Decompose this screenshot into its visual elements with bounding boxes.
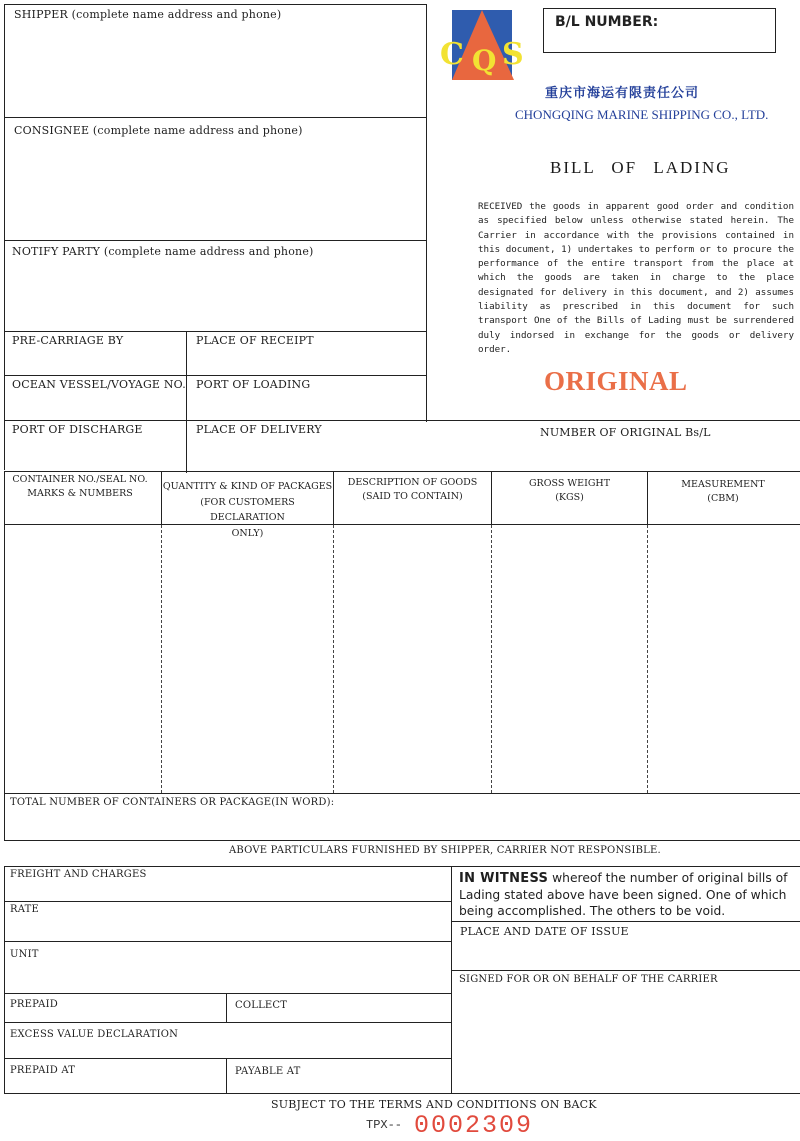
- col-header-measurement: MEASUREMENT (CBM): [681, 479, 765, 504]
- excess-value-label: EXCESS VALUE DECLARATION: [10, 1029, 179, 1040]
- place-date-issue-field[interactable]: [452, 922, 799, 970]
- in-witness-text: whereof the number of original bills of Lading stated above have been signed. One of which being accomplished. The others to be void.: [459, 871, 788, 918]
- payable-at-field[interactable]: [227, 1059, 450, 1092]
- col-header-quantity: QUANTITY & KIND OF PACKAGES (FOR CUSTOMERS DECLARATION ONLY): [162, 481, 333, 539]
- cargo-cell-description[interactable]: [335, 526, 490, 792]
- col-header-container: CONTAINER NO./SEAL NO. MARKS & NUMBERS: [12, 474, 148, 499]
- original-stamp: ORIGINAL: [544, 366, 688, 396]
- divider: [4, 1093, 800, 1094]
- company-name-chinese: 重庆市海运有限责任公司: [545, 86, 700, 101]
- place-of-delivery-field[interactable]: [187, 421, 426, 471]
- divider: [161, 525, 162, 793]
- carrier-signature-field[interactable]: [452, 971, 799, 1092]
- notify-party-box[interactable]: [4, 241, 426, 331]
- col-header-description: DESCRIPTION OF GOODS (SAID TO CONTAIN): [347, 477, 478, 502]
- divider: [333, 525, 334, 793]
- document-title: BILL OF LADING: [550, 158, 731, 177]
- logo-letter-s: S: [502, 37, 524, 72]
- cargo-cell-quantity[interactable]: [163, 526, 332, 792]
- divider: [491, 525, 492, 793]
- pre-carriage-field[interactable]: [5, 332, 185, 374]
- freight-charges-label: FREIGHT AND CHARGES: [10, 869, 147, 880]
- col-header-gross-weight: GROSS WEIGHT (KGS): [528, 478, 611, 503]
- divider: [4, 471, 800, 472]
- port-of-loading-field[interactable]: [187, 376, 426, 419]
- place-of-delivery-label: PLACE OF DELIVERY: [196, 423, 322, 436]
- divider: [4, 840, 800, 841]
- shipper-label: SHIPPER (complete name address and phone): [14, 8, 282, 21]
- above-particulars-note: ABOVE PARTICULARS FURNISHED BY SHIPPER, CARRIER NOT RESPONSIBLE.: [229, 845, 661, 856]
- logo-letter-q: Q: [472, 44, 497, 77]
- port-of-loading-label: PORT OF LOADING: [196, 378, 311, 391]
- divider: [647, 525, 648, 793]
- company-name-english: CHONGQING MARINE SHIPPING CO., LTD.: [515, 107, 769, 122]
- vessel-voyage-label: OCEAN VESSEL/VOYAGE NO.: [12, 378, 186, 391]
- bl-number-label: B/L NUMBER:: [555, 14, 659, 30]
- freight-charges-field[interactable]: [5, 867, 450, 900]
- prepaid-at-field[interactable]: [5, 1059, 225, 1092]
- total-packages-field[interactable]: [5, 794, 799, 840]
- number-of-originals-label: NUMBER OF ORIGINAL Bs/L: [540, 426, 711, 439]
- logo-letter-c: C: [440, 37, 464, 72]
- pre-carriage-label: PRE-CARRIAGE BY: [12, 334, 124, 347]
- serial-number: 0002309: [414, 1111, 534, 1140]
- unit-field[interactable]: [5, 942, 450, 992]
- excess-value-field[interactable]: [5, 1023, 450, 1057]
- number-of-originals-field[interactable]: [427, 421, 799, 471]
- port-of-discharge-field[interactable]: [5, 421, 185, 471]
- port-of-discharge-label: PORT OF DISCHARGE: [12, 423, 143, 436]
- collect-label: COLLECT: [235, 1000, 288, 1011]
- serial-prefix: TPX--: [366, 1118, 403, 1132]
- place-of-receipt-label: PLACE OF RECEIPT: [196, 334, 314, 347]
- total-packages-label: TOTAL NUMBER OF CONTAINERS OR PACKAGE(IN WORD):: [10, 797, 335, 808]
- received-terms-text: RECEIVED the goods in apparent good order and condition as specified below unless otherwise stated herein. The Carrier in accordance with the provisions contained in this document, 1) undertakes to perform or to procure the performance of the entire transport from the place at which the goods are taken in charge to the place designated for delivery in this document, and 2) assumes liability as prescribed in this document for such transport One of the Bills of Lading must be surrendered duly indorsed in exchange for the goods or delivery order.: [478, 201, 794, 355]
- prepaid-at-label: PREPAID AT: [10, 1065, 76, 1076]
- subject-to-terms-note: SUBJECT TO THE TERMS AND CONDITIONS ON BACK: [271, 1098, 597, 1111]
- rate-field[interactable]: [5, 902, 450, 940]
- notify-party-label: NOTIFY PARTY (complete name address and phone): [12, 245, 314, 258]
- cqs-logo-icon: [440, 8, 530, 84]
- cargo-cell-gross-weight[interactable]: [493, 526, 646, 792]
- in-witness-clause: [459, 870, 795, 919]
- collect-field[interactable]: [227, 994, 450, 1021]
- rate-label: RATE: [10, 904, 39, 915]
- prepaid-field[interactable]: [5, 994, 225, 1021]
- in-witness-heading: IN WITNESS: [459, 871, 549, 886]
- consignee-label: CONSIGNEE (complete name address and phone): [14, 124, 303, 137]
- signed-for-carrier-label: SIGNED FOR OR ON BEHALF OF THE CARRIER: [459, 974, 718, 985]
- place-of-receipt-field[interactable]: [187, 332, 426, 374]
- vessel-voyage-field[interactable]: [5, 376, 185, 419]
- prepaid-label: PREPAID: [10, 999, 58, 1010]
- cargo-cell-measurement[interactable]: [649, 526, 799, 792]
- payable-at-label: PAYABLE AT: [235, 1066, 301, 1077]
- consignee-box[interactable]: [4, 118, 426, 240]
- divider: [426, 117, 427, 241]
- place-date-issue-label: PLACE AND DATE OF ISSUE: [460, 925, 629, 938]
- cargo-cell-container[interactable]: [5, 526, 160, 792]
- divider: [4, 524, 800, 525]
- unit-label: UNIT: [10, 949, 39, 960]
- shipper-box[interactable]: [4, 4, 427, 118]
